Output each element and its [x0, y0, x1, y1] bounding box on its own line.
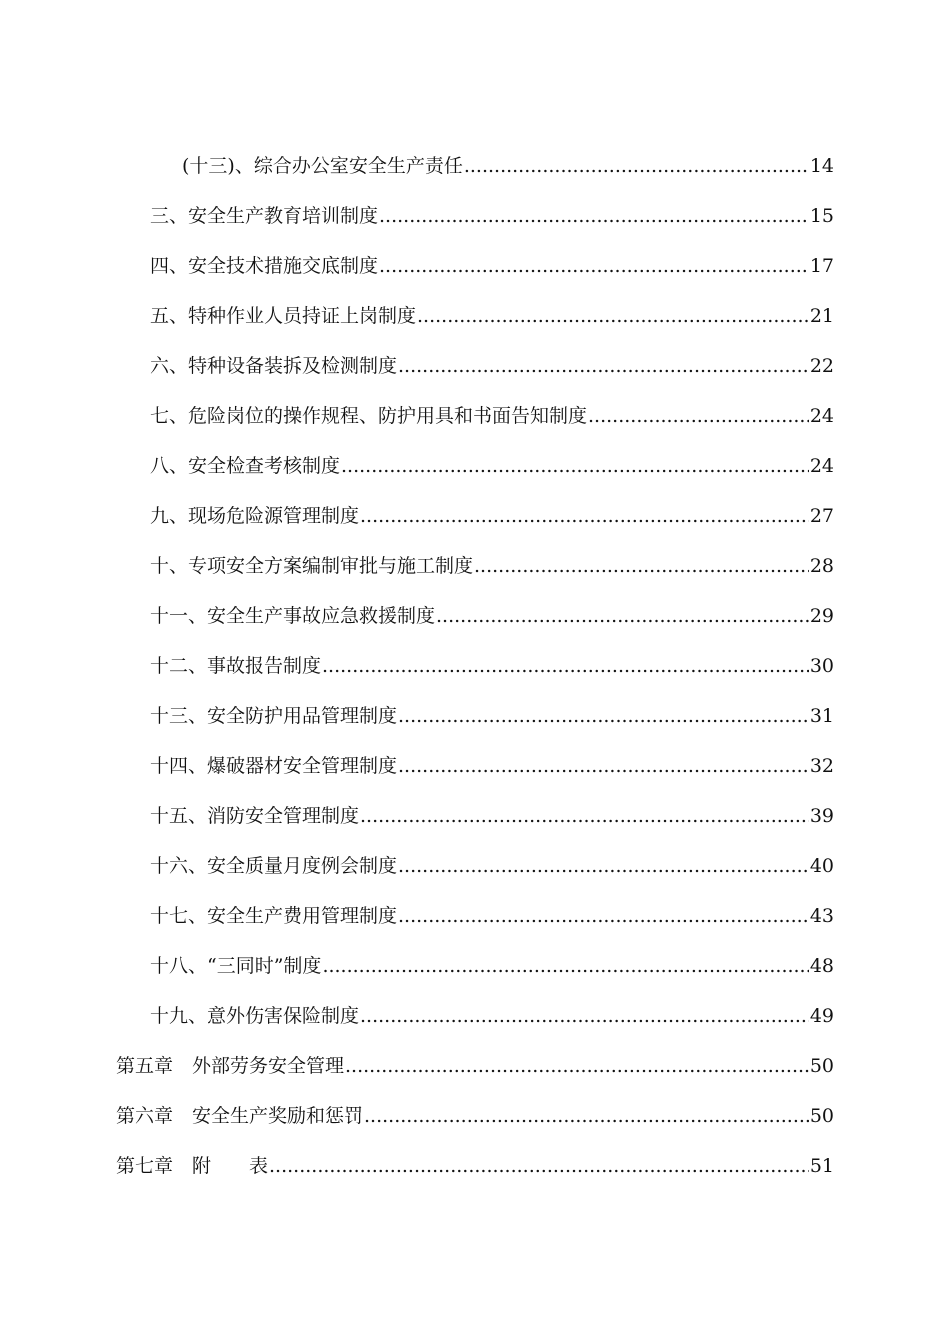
- toc-entry-title: 十七、安全生产费用管理制度: [150, 905, 398, 927]
- toc-dot-leader: [269, 1154, 809, 1178]
- toc-dot-leader: [398, 904, 809, 928]
- toc-entry-title: 十三、安全防护用品管理制度: [150, 705, 398, 727]
- toc-entry-title: 第六章 安全生产奖励和惩罚: [116, 1105, 364, 1127]
- toc-entry-title: (十三)、综合办公室安全生产责任: [182, 155, 463, 177]
- toc-entry[interactable]: [150, 738, 834, 778]
- toc-entry-title: 十九、意外伤害保险制度: [150, 1005, 360, 1027]
- toc-dot-leader: [464, 154, 809, 178]
- toc-dot-leader: [364, 1104, 809, 1128]
- toc-entry-title: 十六、安全质量月度例会制度: [150, 855, 398, 877]
- toc-dot-leader: [345, 1054, 809, 1078]
- toc-entry-page: 15: [809, 205, 834, 227]
- toc-entry[interactable]: [150, 188, 834, 228]
- toc-entry-page: 40: [809, 855, 834, 877]
- toc-entry-page: 27: [809, 505, 834, 527]
- toc-entry[interactable]: [150, 238, 834, 278]
- toc-entry-page: 21: [809, 305, 834, 327]
- toc-entry-title: 十五、消防安全管理制度: [150, 805, 360, 827]
- toc-dot-leader: [588, 404, 809, 428]
- toc-entry-page: 49: [809, 1005, 834, 1027]
- toc-dot-leader: [322, 654, 809, 678]
- toc-entry-page: 29: [809, 605, 834, 627]
- toc-entry-title: 十二、事故报告制度: [150, 655, 322, 677]
- toc-entry-page: 39: [809, 805, 834, 827]
- toc-dot-leader: [417, 304, 809, 328]
- toc-dot-leader: [398, 854, 809, 878]
- toc-entry-title: 第五章 外部劳务安全管理: [116, 1055, 345, 1077]
- toc-dot-leader: [398, 704, 809, 728]
- toc-entry[interactable]: [150, 788, 834, 828]
- toc-entry-page: 28: [809, 555, 834, 577]
- toc-entry-page: 43: [809, 905, 834, 927]
- toc-dot-leader: [379, 254, 809, 278]
- toc-dot-leader: [360, 804, 809, 828]
- toc-dot-leader: [398, 754, 809, 778]
- toc-entry[interactable]: [150, 588, 834, 628]
- toc-entry[interactable]: [150, 388, 834, 428]
- toc-entry-page: 14: [809, 155, 834, 177]
- toc-entry-title: 九、现场危险源管理制度: [150, 505, 360, 527]
- toc-entry[interactable]: [150, 988, 834, 1028]
- toc-entry[interactable]: [116, 1138, 834, 1178]
- toc-entry-title: 十一、安全生产事故应急救援制度: [150, 605, 436, 627]
- toc-dot-leader: [322, 954, 808, 978]
- toc-entry-page: 30: [809, 655, 834, 677]
- toc-entry-page: 31: [809, 705, 834, 727]
- toc-entry-title: 第七章 附 表: [116, 1155, 269, 1177]
- toc-entry[interactable]: [150, 838, 834, 878]
- toc-entry[interactable]: [150, 538, 834, 578]
- toc-dot-leader: [360, 1004, 809, 1028]
- toc-entry-title: 三、安全生产教育培训制度: [150, 205, 379, 227]
- toc-entry[interactable]: [150, 338, 834, 378]
- toc-entry-page: 51: [809, 1155, 834, 1177]
- toc-entry[interactable]: [116, 1088, 834, 1128]
- toc-dot-leader: [360, 504, 809, 528]
- toc-entry-page: 22: [809, 355, 834, 377]
- toc-entry-title: 七、危险岗位的操作规程、防护用具和书面告知制度: [150, 405, 588, 427]
- toc-entry-title: 十四、爆破器材安全管理制度: [150, 755, 398, 777]
- toc-entry-page: 50: [809, 1055, 834, 1077]
- toc-entry-title: 五、特种作业人员持证上岗制度: [150, 305, 417, 327]
- toc-entry-title: 十八、“三同时”制度: [150, 955, 322, 977]
- toc-entry[interactable]: [150, 938, 834, 978]
- toc-entry-page: 17: [809, 255, 834, 277]
- toc-entry-title: 十、专项安全方案编制审批与施工制度: [150, 555, 474, 577]
- toc-entry[interactable]: [150, 288, 834, 328]
- toc-entry[interactable]: [150, 488, 834, 528]
- toc-entry-page: 50: [809, 1105, 834, 1127]
- toc-entry-page: 48: [809, 955, 834, 977]
- toc-entry-title: 八、安全检查考核制度: [150, 455, 341, 477]
- toc-dot-leader: [341, 454, 809, 478]
- toc-entry[interactable]: [150, 438, 834, 478]
- toc-entry-page: 32: [809, 755, 834, 777]
- toc-entry-page: 24: [809, 455, 834, 477]
- toc-entry-title: 四、安全技术措施交底制度: [150, 255, 379, 277]
- toc-dot-leader: [379, 204, 809, 228]
- toc-entry[interactable]: [182, 138, 834, 178]
- toc-dot-leader: [436, 604, 809, 628]
- toc-entry-title: 六、特种设备装拆及检测制度: [150, 355, 398, 377]
- toc-entry[interactable]: [150, 688, 834, 728]
- toc-entry[interactable]: [150, 638, 834, 678]
- toc-entry-page: 24: [809, 405, 834, 427]
- toc-dot-leader: [398, 354, 809, 378]
- toc-entry[interactable]: [116, 1038, 834, 1078]
- toc-entry[interactable]: [150, 888, 834, 928]
- toc-dot-leader: [474, 554, 809, 578]
